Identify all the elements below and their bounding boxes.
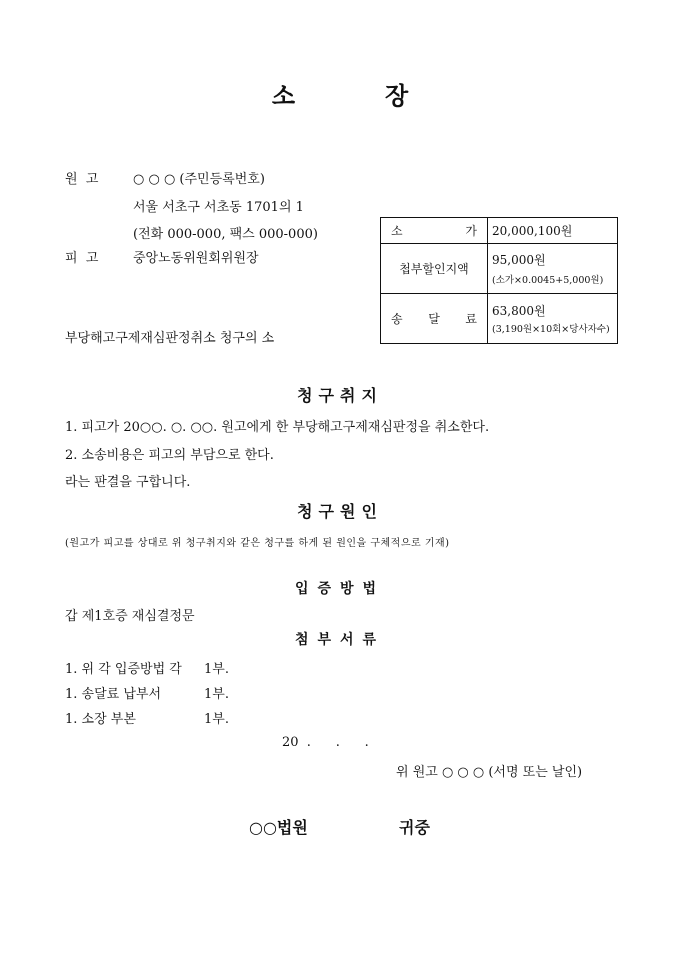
claim-cause-note: (원고가 피고를 상대로 위 청구취지와 같은 청구를 하게 된 원인을 구체적으로 기재) [65,538,450,549]
claim-purpose-item-3: 라는 판결을 구합니다. [65,475,191,490]
fee-label-char: 소 [391,224,403,238]
title-char-left: 소 [271,81,295,110]
date-line: 20 . . . [282,735,369,750]
fee-cell-service [488,294,618,344]
attachment-item-3-text: 1. 소장 부본 [65,712,136,727]
evidence-item-1: 갑 제1호증 재심결정문 [65,609,195,624]
fee-cell-stamp [488,244,618,294]
case-name: 부당해고구제재심판정취소 청구의 소 [65,331,275,346]
fee-note-service: (3,190원×10회×당사자수) [492,324,610,335]
fee-value-service: 63,800원 [492,304,546,318]
claim-purpose-item-2: 2. 소송비용은 피고의 부담으로 한다. [65,448,274,463]
fee-label-char: 송 [391,312,403,326]
title-char-right: 장 [385,81,409,110]
defendant-name: 중앙노동위원회위원장 [133,251,259,266]
fee-label-char: 가 [465,224,477,238]
fee-row-claim-value [381,218,618,244]
document-title [0,76,680,111]
attachment-item-2-text: 1. 송달료 납부서 [65,687,162,702]
plaintiff-label: 원 고 [65,172,99,187]
attachment-item-1-count: 1부. [204,662,229,677]
court-suffix: 귀중 [399,818,430,837]
plaintiff-contact: (전화 000-000, 팩스 000-000) [133,227,318,242]
plaintiff-name: ○ ○ ○ (주민등록번호) [133,172,265,187]
attachment-item-2-count: 1부. [204,687,229,702]
attachment-item-3-count: 1부. [204,712,229,727]
signature-line: 위 원고 ○ ○ ○ (서명 또는 날인) [396,765,583,780]
claim-purpose-item-1: 1. 피고가 20○○. ○. ○○. 원고에게 한 부당해고구제재심판정을 취소한다. [65,420,490,435]
fee-label-char: 료 [465,312,477,326]
heading-claim-purpose: 청구취지 [297,386,383,405]
fee-value-claim-value: 20,000,100원 [488,218,618,244]
attachment-item-1-text: 1. 위 각 입증방법 각 [65,662,182,677]
fee-label-claim-value [381,218,488,244]
fee-label-char: 달 [428,312,440,326]
fee-row-service [381,294,618,344]
plaintiff-address: 서울 서초구 서초동 1701의 1 [133,200,304,215]
fee-value-stamp: 95,000원 [492,253,546,267]
fee-table [380,217,618,344]
heading-evidence: 입증방법 [294,581,386,597]
fee-note-stamp: (소가×0.0045+5,000원) [492,275,604,286]
defendant-label: 피 고 [65,251,99,266]
heading-claim-cause: 청구원인 [297,502,383,521]
fee-label-service [381,294,488,344]
court-name: ○○법원 [249,818,308,837]
heading-attachments: 첨부서류 [294,632,386,648]
fee-label-stamp: 첩부할인지액 [381,244,488,294]
fee-row-stamp [381,244,618,294]
